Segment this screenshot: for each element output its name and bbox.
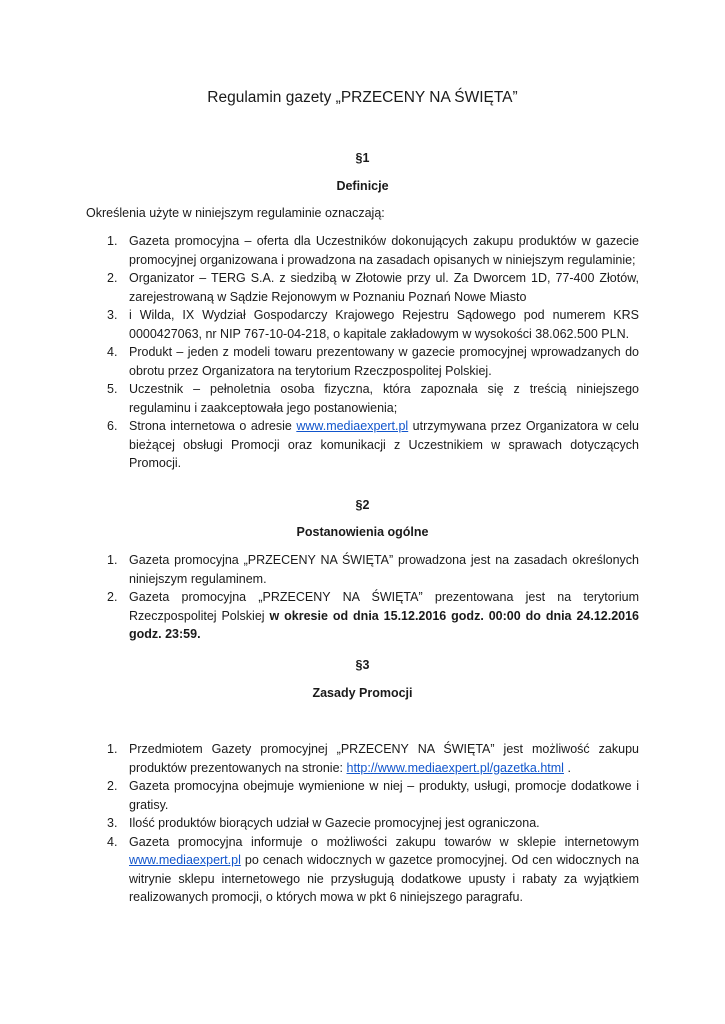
- item-text-bold: w okresie od dnia 15.12.2016 godz. 00:00 do dnia 24.12.2016 godz. 23:59.: [129, 608, 640, 641]
- list-item: [86, 551, 639, 588]
- item-number: 5.: [107, 382, 118, 396]
- item-number: 4.: [107, 345, 118, 359]
- gazetka-link[interactable]: http://www.mediaexpert.pl/gazetka.html: [346, 760, 564, 775]
- item-number: 3.: [107, 308, 118, 322]
- item-number: 1.: [107, 234, 118, 248]
- item-number: 2.: [107, 271, 118, 285]
- item-number: 1.: [107, 742, 118, 756]
- item-text: Gazeta promocyjna obejmuje wymienione w niej – produkty, usługi, promocje dodatkowe i gratisy.: [129, 779, 639, 812]
- item-number: 6.: [107, 419, 118, 433]
- section-1-sign: §1: [355, 151, 370, 165]
- item-text-post: .: [563, 760, 571, 775]
- item-text-pre: Przedmiotem Gazety promocyjnej „PRZECENY NA ŚWIĘTA” jest możliwość zakupu produktów prezentowanych na stronie:: [129, 742, 639, 775]
- list-item: [86, 269, 639, 306]
- item-text-post: utrzymywana przez Organizatora w celu bieżącej obsługi Promocji oraz komunikacji z Uczestnikiem w sprawach dotyczących Promocji.: [129, 419, 640, 470]
- section-3-heading: Zasady Promocji: [312, 686, 413, 700]
- section-2-sign: §2: [355, 498, 370, 512]
- list-item: [86, 777, 639, 814]
- list-item: [86, 417, 639, 473]
- item-text: Gazeta promocyjna „PRZECENY NA ŚWIĘTA” prowadzona jest na zasadach określonych niniejszym regulaminem.: [129, 553, 639, 586]
- section-3-sign: §3: [355, 658, 370, 672]
- item-number: 3.: [107, 816, 118, 830]
- mediaexpert-link[interactable]: www.mediaexpert.pl: [129, 853, 241, 867]
- section-1-list: [86, 232, 639, 473]
- list-item: [86, 814, 639, 833]
- mediaexpert-link[interactable]: www.mediaexpert.pl: [296, 419, 409, 433]
- item-text: Ilość produktów biorących udział w Gazecie promocyjnej jest ograniczona.: [129, 816, 540, 830]
- item-number: 2.: [107, 590, 118, 604]
- list-item: [86, 306, 639, 343]
- section-3-list: [86, 740, 639, 907]
- item-number: 1.: [107, 553, 118, 567]
- list-item: [86, 833, 639, 907]
- section-2-heading: Postanowienia ogólne: [296, 525, 429, 539]
- item-text: Produkt – jeden z modeli towaru prezentowany w gazecie promocyjnej wprowadzanych do obrotu przez Organizatora na terytorium Rzeczpospolitej Polskiej.: [129, 345, 639, 378]
- list-item: [86, 588, 639, 644]
- item-text-pre: Gazeta promocyjna informuje o możliwości zakupu towarów w sklepie internetowym: [129, 834, 639, 849]
- list-item: [86, 232, 639, 269]
- item-text-pre: Gazeta promocyjna „PRZECENY NA ŚWIĘTA” prezentowana jest na terytorium Rzeczpospolitej Polskiej: [129, 590, 639, 623]
- item-text: Uczestnik – pełnoletnia osoba fizyczna, która zapoznała się z treścią niniejszego regulaminu i zaakceptowała jego postanowienia;: [129, 382, 639, 415]
- list-item: [86, 343, 639, 380]
- list-item: [86, 740, 639, 777]
- item-text: Gazeta promocyjna – oferta dla Uczestników dokonujących zakupu produktów w gazecie promocyjnej organizowana i prowadzona na zasadach opisanych w niniejszym regulaminie;: [129, 234, 639, 267]
- section-1-heading: Definicje: [336, 179, 389, 193]
- item-text-pre: Strona internetowa o adresie: [129, 419, 297, 433]
- item-text: i Wilda, IX Wydział Gospodarczy Krajowego Rejestru Sądowego pod numerem KRS 0000427063, nr NIP 767-10-04-218, o kapitale zakładowym w wysokości 38.062.500 PLN.: [129, 308, 639, 341]
- section-2-list: [86, 551, 639, 644]
- item-number: 2.: [107, 779, 118, 793]
- item-text: Organizator – TERG S.A. z siedzibą w Złotowie przy ul. Za Dworcem 1D, 77-400 Złotów, zarejestrowaną w Sądzie Rejonowym w Poznaniu Poznań Nowe Miasto: [129, 271, 639, 304]
- list-item: [86, 380, 639, 417]
- section-1-intro: Określenia użyte w niniejszym regulaminie oznaczają:: [86, 206, 385, 220]
- item-text-post: po cenach widocznych w gazetce promocyjnej. Od cen widocznych na witrynie sklepu internetowego nie przysługują dodatkowe upusty i rabaty za wyjątkiem realizowanych promocji, o których mowa w pkt 6 niniejszego paragrafu.: [129, 853, 639, 904]
- document-title: Regulamin gazety „PRZECENY NA ŚWIĘTA”: [207, 89, 518, 106]
- item-number: 4.: [107, 834, 118, 849]
